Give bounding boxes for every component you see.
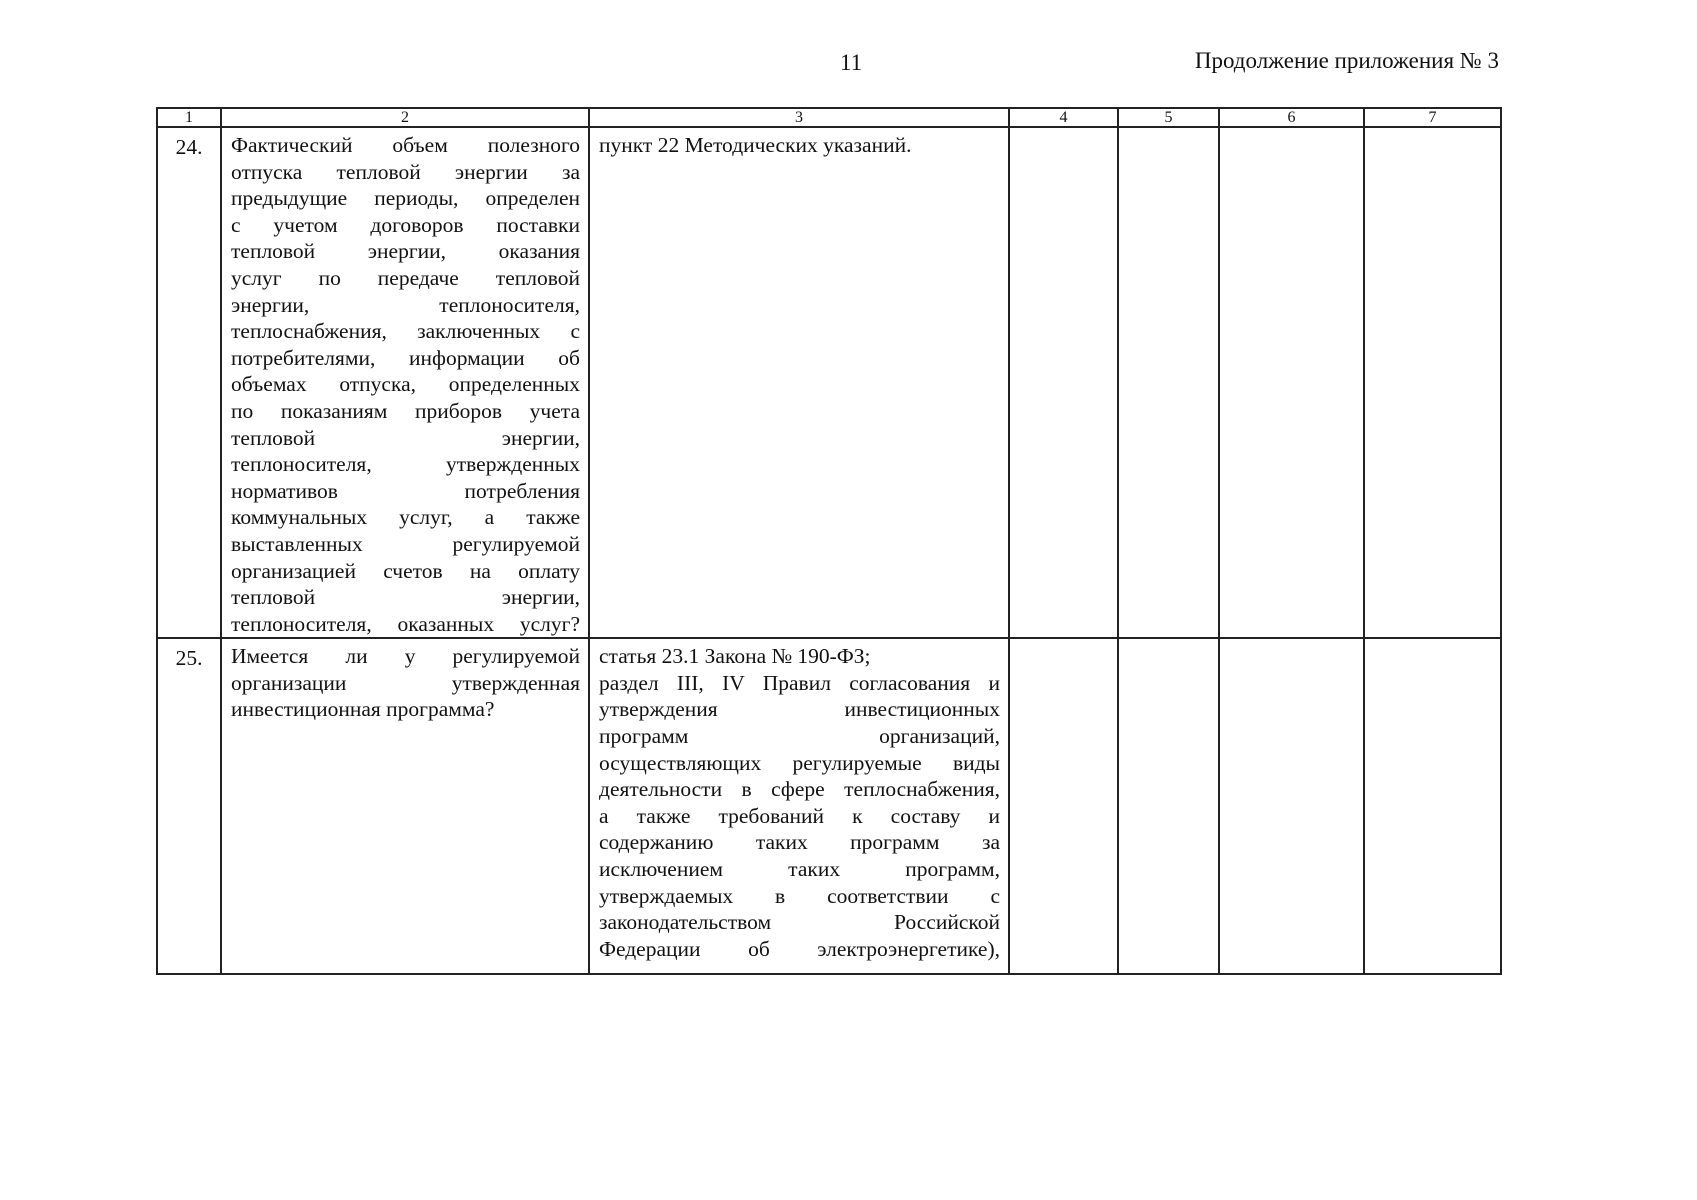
page-number: 11 [840, 50, 863, 75]
empty-cell-col-7 [1364, 638, 1501, 974]
column-number-header: 6 [1219, 108, 1364, 127]
question-cell [221, 638, 589, 974]
empty-cell-col-4 [1009, 638, 1118, 974]
column-number-header: 2 [221, 108, 589, 127]
reference-text [590, 639, 1008, 962]
empty-cell-col-6 [1219, 127, 1364, 638]
appendix-continuation-note: Продолжение приложения № 3 [1194, 48, 1499, 73]
empty-cell-col-5 [1118, 638, 1219, 974]
text-line: услуг по передаче тепловой [231, 265, 580, 290]
question-text [222, 128, 588, 637]
text-line: деятельности в сфере теплоснабжения, [599, 777, 1000, 802]
text-line: тепловой энергии, [231, 425, 580, 450]
text-line: утверждаемых в соответствии с [599, 883, 1000, 908]
text-line: утверждения инвестиционных [599, 697, 1000, 722]
text-line: законодательством Российской [599, 910, 1000, 935]
text-line: теплоносителя, оказанных услуг? [231, 611, 580, 636]
empty-cell-col-7 [1364, 127, 1501, 638]
reference-cell [589, 127, 1009, 638]
row-number: 24. [157, 127, 221, 638]
text-line: теплоснабжения, заключенных с [231, 319, 580, 344]
column-number-header: 7 [1364, 108, 1501, 127]
text-line: тепловой энергии, [231, 585, 580, 610]
text-line: организации утвержденная [231, 670, 580, 695]
column-number-header: 5 [1118, 108, 1219, 127]
empty-cell-col-4 [1009, 127, 1118, 638]
text-line: статья 23.1 Закона № 190-ФЗ; [599, 644, 871, 669]
text-line: инвестиционная программа? [231, 697, 495, 722]
text-line: нормативов потребления [231, 478, 580, 503]
table-row [157, 127, 1501, 638]
text-line: организацией счетов на оплату [231, 558, 580, 583]
table-row [157, 638, 1501, 974]
text-line: объемах отпуска, определенных [231, 372, 580, 397]
text-line: Фактический объем полезного [231, 133, 580, 157]
text-line: по показаниям приборов учета [231, 398, 580, 423]
text-line: раздел III, IV Правил согласования и [599, 670, 1000, 695]
text-line: Имеется ли у регулируемой [231, 644, 580, 669]
text-line: Федерации об электроэнергетике), [599, 936, 1000, 961]
reference-cell [589, 638, 1009, 974]
text-line: а также требований к составу и [599, 803, 1000, 828]
text-line: программ организаций, [599, 724, 1000, 749]
checklist-table [156, 107, 1502, 975]
column-number-header: 3 [589, 108, 1009, 127]
column-number-header: 4 [1009, 108, 1118, 127]
text-line: энергии, теплоносителя, [231, 292, 580, 317]
text-line: потребителями, информации об [231, 345, 580, 370]
text-line: осуществляющих регулируемые виды [599, 750, 1000, 775]
text-line: теплоносителя, утвержденных [231, 452, 580, 477]
text-line: исключением таких программ, [599, 857, 1000, 882]
text-line: пункт 22 Методических указаний. [599, 133, 912, 157]
empty-cell-col-5 [1118, 127, 1219, 638]
empty-cell-col-6 [1219, 638, 1364, 974]
column-number-header: 1 [157, 108, 221, 127]
column-number-row [157, 108, 1501, 127]
text-line: отпуска тепловой энергии за [231, 159, 580, 184]
text-line: коммунальных услуг, а также [231, 505, 580, 530]
text-line: тепловой энергии, оказания [231, 239, 580, 264]
question-text [222, 639, 588, 723]
reference-text [590, 128, 1008, 159]
question-cell [221, 127, 589, 638]
row-number: 25. [157, 638, 221, 974]
text-line: предыдущие периоды, определен [231, 186, 580, 211]
text-line: содержанию таких программ за [599, 830, 1000, 855]
text-line: выставленных регулируемой [231, 531, 580, 556]
text-line: с учетом договоров поставки [231, 212, 580, 237]
